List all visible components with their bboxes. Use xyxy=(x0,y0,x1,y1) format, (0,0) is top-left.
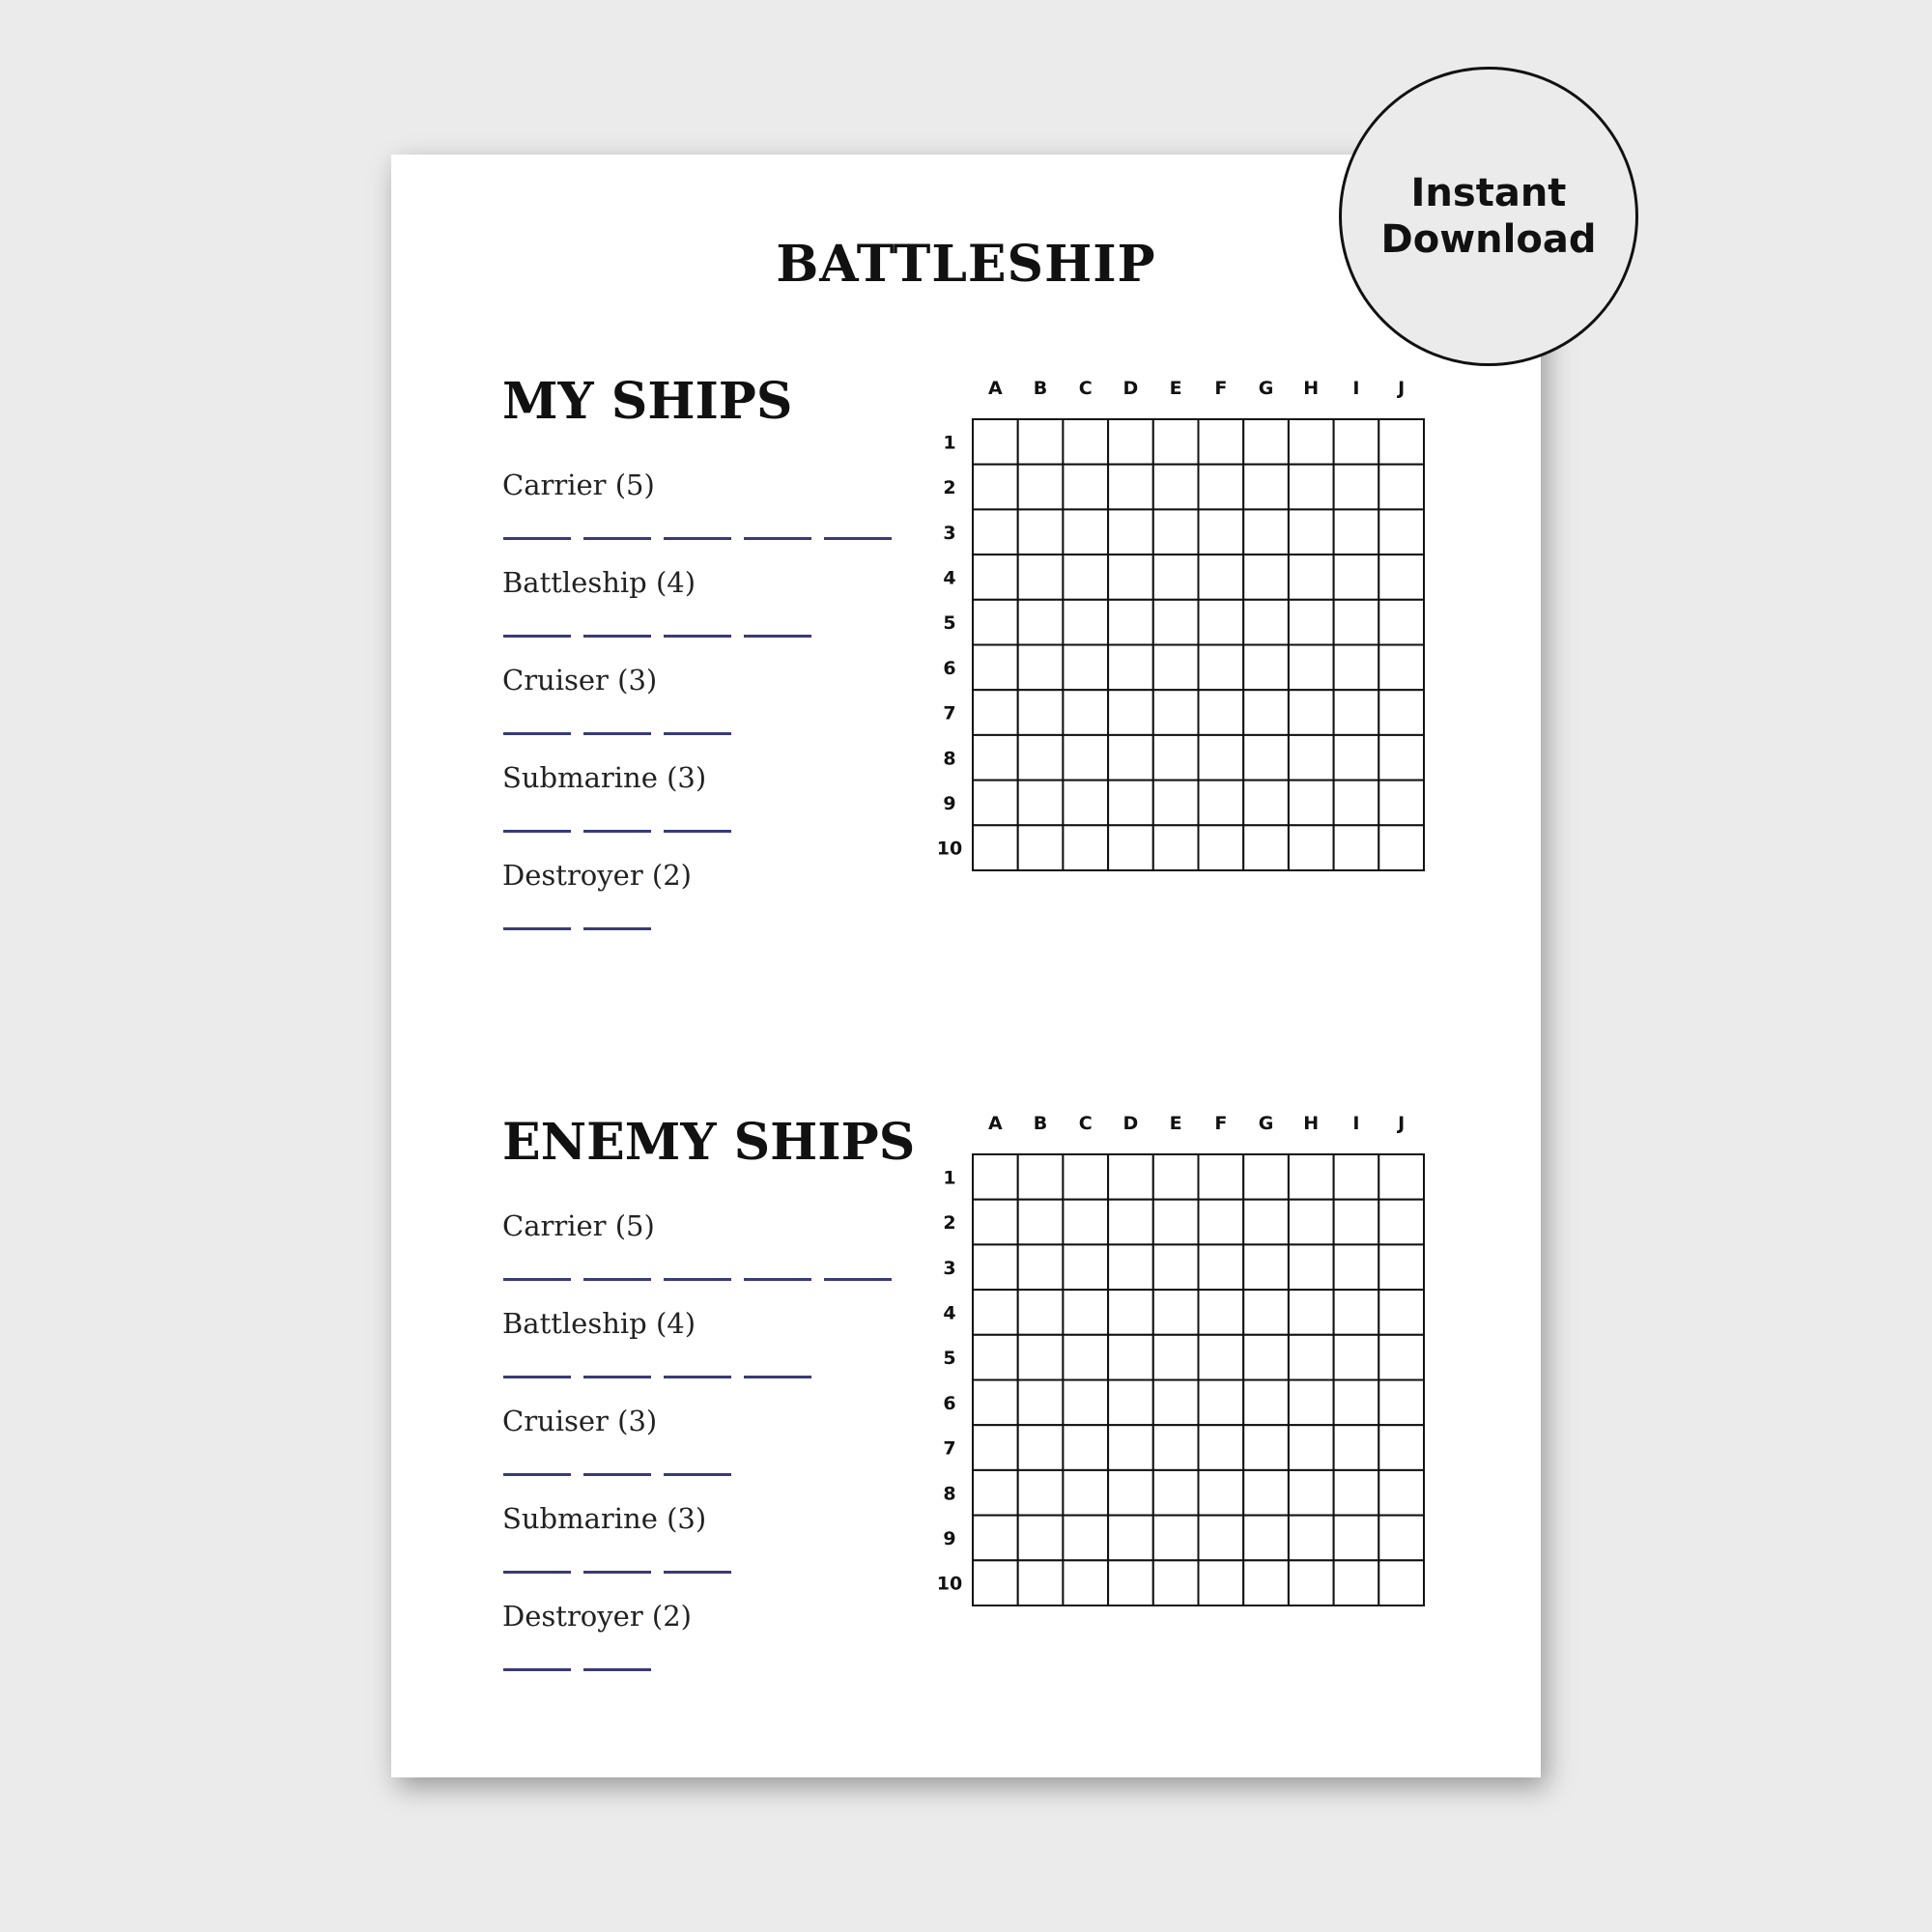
row-label: 8 xyxy=(943,748,956,770)
grid-cell[interactable] xyxy=(1153,1516,1199,1561)
grid-cell[interactable] xyxy=(1378,1560,1424,1605)
row-label: 8 xyxy=(943,1483,956,1505)
grid-cell[interactable] xyxy=(1243,1200,1289,1245)
grid-cell[interactable] xyxy=(1108,465,1153,510)
grid-cell[interactable] xyxy=(1018,419,1064,465)
ship-label: Battleship (4) xyxy=(502,566,696,599)
my-ships-heading: MY SHIPS xyxy=(502,372,793,431)
column-label: G xyxy=(1258,1113,1274,1134)
row-label: 9 xyxy=(943,792,956,814)
grid-cell[interactable] xyxy=(1334,1200,1379,1245)
grid-cell[interactable] xyxy=(1334,1290,1379,1335)
ship-label: Destroyer (2) xyxy=(502,859,692,892)
grid-cell[interactable] xyxy=(1153,825,1199,870)
grid-cell[interactable] xyxy=(1153,1560,1199,1605)
row-label: 6 xyxy=(943,657,956,679)
grid-cell[interactable] xyxy=(1108,1425,1153,1470)
grid-cell[interactable] xyxy=(973,1290,1018,1335)
grid-cell[interactable] xyxy=(1289,781,1334,826)
grid-cell[interactable] xyxy=(1243,825,1289,870)
grid-cell[interactable] xyxy=(1334,1516,1379,1561)
column-label: I xyxy=(1352,378,1360,399)
grid-cell[interactable] xyxy=(1063,1470,1108,1516)
grid-cell[interactable] xyxy=(1289,509,1334,554)
grid-cell[interactable] xyxy=(1289,1425,1334,1470)
ship-label: Carrier (5) xyxy=(502,469,655,501)
grid-cell[interactable] xyxy=(1243,509,1289,554)
column-label: D xyxy=(1122,1113,1139,1134)
grid-cell[interactable] xyxy=(973,1560,1018,1605)
grid-cell[interactable] xyxy=(1243,645,1289,691)
row-label: 2 xyxy=(943,477,956,499)
grid-cell[interactable] xyxy=(973,1380,1018,1426)
grid-cell[interactable] xyxy=(973,735,1018,781)
grid-cell[interactable] xyxy=(1108,1380,1153,1426)
grid-cell[interactable] xyxy=(1063,600,1108,645)
grid-cell[interactable] xyxy=(1063,1516,1108,1561)
grid-cell[interactable] xyxy=(1108,645,1153,691)
grid-cell[interactable] xyxy=(1289,1380,1334,1426)
grid-cell[interactable] xyxy=(1063,1380,1108,1426)
column-label: I xyxy=(1352,1113,1360,1134)
grid-cell[interactable] xyxy=(1153,419,1199,465)
grid-cell[interactable] xyxy=(1063,1290,1108,1335)
grid-cell[interactable] xyxy=(1018,645,1064,691)
grid-cell[interactable] xyxy=(1243,1154,1289,1200)
ship-label: Carrier (5) xyxy=(502,1209,655,1242)
grid-cell[interactable] xyxy=(1289,600,1334,645)
grid-cell[interactable] xyxy=(1289,690,1334,735)
grid-cell[interactable] xyxy=(1199,419,1244,465)
grid-cell[interactable] xyxy=(1063,509,1108,554)
grid-cell[interactable] xyxy=(1334,825,1379,870)
grid-cell[interactable] xyxy=(1018,825,1064,870)
row-label: 10 xyxy=(936,838,963,860)
grid-cell[interactable] xyxy=(1153,735,1199,781)
grid-cell[interactable] xyxy=(1018,1335,1064,1380)
grid-cell[interactable] xyxy=(1018,554,1064,600)
grid-cell[interactable] xyxy=(1108,690,1153,735)
grid-cell[interactable] xyxy=(973,554,1018,600)
grid-cell[interactable] xyxy=(1289,1335,1334,1380)
my-ships-grid xyxy=(937,378,1424,870)
grid-cell[interactable] xyxy=(1063,735,1108,781)
ship-label: Submarine (3) xyxy=(502,1502,707,1535)
grid-cell[interactable] xyxy=(1334,781,1379,826)
grid-cell[interactable] xyxy=(1378,1516,1424,1561)
grid-cell[interactable] xyxy=(1243,1425,1289,1470)
row-label: 9 xyxy=(943,1527,956,1549)
grid-cell[interactable] xyxy=(1243,465,1289,510)
grid-cell[interactable] xyxy=(1153,690,1199,735)
grid-cell[interactable] xyxy=(1199,645,1244,691)
grid-cell[interactable] xyxy=(973,600,1018,645)
column-label: F xyxy=(1214,1113,1228,1134)
ship-label: Cruiser (3) xyxy=(502,1405,658,1437)
grid-cell[interactable] xyxy=(1243,781,1289,826)
grid-cell[interactable] xyxy=(1153,554,1199,600)
grid-cell[interactable] xyxy=(973,1244,1018,1290)
grid-cell[interactable] xyxy=(1334,1425,1379,1470)
grid-cell[interactable] xyxy=(973,781,1018,826)
grid-cell[interactable] xyxy=(1199,1244,1244,1290)
grid-cell[interactable] xyxy=(1199,1425,1244,1470)
grid-cell[interactable] xyxy=(1378,1290,1424,1335)
grid-cell[interactable] xyxy=(1243,419,1289,465)
column-label: F xyxy=(1214,378,1228,399)
grid-cell[interactable] xyxy=(1378,465,1424,510)
row-label: 5 xyxy=(943,612,956,635)
grid-cell[interactable] xyxy=(1243,1516,1289,1561)
grid-cell[interactable] xyxy=(1108,1290,1153,1335)
column-label: J xyxy=(1398,1113,1406,1134)
grid-cell[interactable] xyxy=(1063,1425,1108,1470)
grid-cell[interactable] xyxy=(1334,509,1379,554)
grid-cell[interactable] xyxy=(1063,1244,1108,1290)
grid-cell[interactable] xyxy=(1063,1560,1108,1605)
grid-cell[interactable] xyxy=(1199,1200,1244,1245)
grid-cell[interactable] xyxy=(1378,600,1424,645)
row-label: 4 xyxy=(943,567,956,589)
grid-cell[interactable] xyxy=(1289,645,1334,691)
grid-cell[interactable] xyxy=(1063,690,1108,735)
grid-cell[interactable] xyxy=(1063,1154,1108,1200)
grid-cell[interactable] xyxy=(1378,509,1424,554)
grid-cell[interactable] xyxy=(1334,600,1379,645)
grid-cell[interactable] xyxy=(1153,781,1199,826)
grid-cell[interactable] xyxy=(1153,1380,1199,1426)
badge-line-1: Instant xyxy=(1410,171,1567,215)
grid-cell[interactable] xyxy=(1063,419,1108,465)
grid-cell[interactable] xyxy=(1378,1200,1424,1245)
grid-cell[interactable] xyxy=(1108,1154,1153,1200)
grid-cell[interactable] xyxy=(1063,465,1108,510)
grid-cell[interactable] xyxy=(1063,1200,1108,1245)
grid-cell[interactable] xyxy=(973,509,1018,554)
column-label: B xyxy=(1033,378,1048,399)
grid-cell[interactable] xyxy=(1108,1470,1153,1516)
grid-cell[interactable] xyxy=(973,690,1018,735)
grid-cell[interactable] xyxy=(1153,645,1199,691)
grid-cell[interactable] xyxy=(1018,1425,1064,1470)
grid-cell[interactable] xyxy=(1199,825,1244,870)
grid-cell[interactable] xyxy=(1243,1244,1289,1290)
grid-cell[interactable] xyxy=(1243,1335,1289,1380)
ship-label: Cruiser (3) xyxy=(502,664,658,696)
grid-cell[interactable] xyxy=(973,1335,1018,1380)
grid-cell[interactable] xyxy=(1018,735,1064,781)
grid-cell[interactable] xyxy=(1289,1154,1334,1200)
grid-cell[interactable] xyxy=(1378,419,1424,465)
grid-cell[interactable] xyxy=(1108,825,1153,870)
enemy-ships-grid xyxy=(937,1113,1424,1605)
grid-cell[interactable] xyxy=(1378,1154,1424,1200)
grid-cell[interactable] xyxy=(1108,509,1153,554)
row-label: 7 xyxy=(943,702,956,724)
grid-cell[interactable] xyxy=(1289,1244,1334,1290)
column-label: H xyxy=(1303,378,1320,399)
grid-cell[interactable] xyxy=(1153,600,1199,645)
grid-cell[interactable] xyxy=(1334,419,1379,465)
grid-cell[interactable] xyxy=(1018,690,1064,735)
grid-cell[interactable] xyxy=(1334,1244,1379,1290)
grid-cell[interactable] xyxy=(1153,1470,1199,1516)
grid-cell[interactable] xyxy=(973,465,1018,510)
grid-cell[interactable] xyxy=(1289,825,1334,870)
grid-cell[interactable] xyxy=(973,1470,1018,1516)
page-title: BATTLESHIP xyxy=(776,235,1156,294)
column-label: H xyxy=(1303,1113,1320,1134)
grid-cell[interactable] xyxy=(1289,465,1334,510)
grid-cell[interactable] xyxy=(1289,1290,1334,1335)
grid-cell[interactable] xyxy=(1378,554,1424,600)
row-label: 1 xyxy=(943,432,956,454)
grid-cell[interactable] xyxy=(1199,1380,1244,1426)
grid-cell[interactable] xyxy=(1153,1425,1199,1470)
grid-cell[interactable] xyxy=(1334,690,1379,735)
grid-cell[interactable] xyxy=(1199,735,1244,781)
grid-cell[interactable] xyxy=(1153,509,1199,554)
grid-cell[interactable] xyxy=(1199,600,1244,645)
grid-cell[interactable] xyxy=(1243,735,1289,781)
grid-cell[interactable] xyxy=(1378,1425,1424,1470)
grid-cell[interactable] xyxy=(1063,554,1108,600)
grid-cell[interactable] xyxy=(1334,465,1379,510)
grid-cell[interactable] xyxy=(1289,554,1334,600)
grid-cell[interactable] xyxy=(1378,781,1424,826)
grid-cell[interactable] xyxy=(1378,645,1424,691)
grid-cell[interactable] xyxy=(973,1425,1018,1470)
grid-cell[interactable] xyxy=(1199,1154,1244,1200)
grid-cell[interactable] xyxy=(1243,554,1289,600)
grid-cell[interactable] xyxy=(1334,1154,1379,1200)
grid-cell[interactable] xyxy=(1108,419,1153,465)
grid-cell[interactable] xyxy=(1063,825,1108,870)
row-label: 6 xyxy=(943,1392,956,1414)
grid-cell[interactable] xyxy=(1153,1200,1199,1245)
grid-cell[interactable] xyxy=(973,825,1018,870)
grid-cell[interactable] xyxy=(1199,690,1244,735)
grid-cell[interactable] xyxy=(1199,1516,1244,1561)
grid-cell[interactable] xyxy=(1108,781,1153,826)
ship-label: Battleship (4) xyxy=(502,1307,696,1340)
grid-cell[interactable] xyxy=(1108,1516,1153,1561)
row-label: 7 xyxy=(943,1437,956,1460)
grid-cell[interactable] xyxy=(1243,1470,1289,1516)
grid-cell[interactable] xyxy=(1199,509,1244,554)
grid-cell[interactable] xyxy=(1108,1244,1153,1290)
grid-cell[interactable] xyxy=(1018,465,1064,510)
column-label: C xyxy=(1078,378,1093,399)
row-label: 2 xyxy=(943,1212,956,1235)
grid-cell[interactable] xyxy=(1018,1560,1064,1605)
grid-cell[interactable] xyxy=(1199,1560,1244,1605)
grid-cell[interactable] xyxy=(1334,735,1379,781)
grid-cell[interactable] xyxy=(1153,1335,1199,1380)
grid-cell[interactable] xyxy=(1018,1290,1064,1335)
grid-cell[interactable] xyxy=(1378,1380,1424,1426)
grid-cell[interactable] xyxy=(1334,1335,1379,1380)
grid-cell[interactable] xyxy=(1334,1560,1379,1605)
grid-cell[interactable] xyxy=(973,419,1018,465)
grid-cell[interactable] xyxy=(1018,1470,1064,1516)
column-label: C xyxy=(1078,1113,1093,1134)
column-label: E xyxy=(1169,1113,1182,1134)
grid-cell[interactable] xyxy=(973,1516,1018,1561)
grid-cell[interactable] xyxy=(1289,1470,1334,1516)
grid-cell[interactable] xyxy=(1153,1290,1199,1335)
grid-cell[interactable] xyxy=(1108,1560,1153,1605)
grid-cell[interactable] xyxy=(1199,1470,1244,1516)
grid-cell[interactable] xyxy=(1243,600,1289,645)
grid-cell[interactable] xyxy=(1108,1335,1153,1380)
grid-cell[interactable] xyxy=(1018,1516,1064,1561)
grid-cell[interactable] xyxy=(1018,1200,1064,1245)
ship-label: Destroyer (2) xyxy=(502,1600,692,1633)
row-label: 3 xyxy=(943,1257,956,1279)
grid-cell[interactable] xyxy=(1243,1380,1289,1426)
row-label: 3 xyxy=(943,522,956,544)
grid-cell[interactable] xyxy=(1153,465,1199,510)
grid-cell[interactable] xyxy=(1018,781,1064,826)
badge-line-2: Download xyxy=(1380,217,1597,262)
grid-cell[interactable] xyxy=(1289,1200,1334,1245)
grid-cell[interactable] xyxy=(1378,825,1424,870)
grid-cell[interactable] xyxy=(1063,645,1108,691)
grid-cell[interactable] xyxy=(1199,781,1244,826)
grid-cell[interactable] xyxy=(1378,735,1424,781)
column-label: A xyxy=(987,378,1003,399)
grid-cell[interactable] xyxy=(1243,690,1289,735)
grid-cell[interactable] xyxy=(1063,781,1108,826)
row-label: 4 xyxy=(943,1302,956,1324)
grid-cell[interactable] xyxy=(1018,509,1064,554)
row-label: 1 xyxy=(943,1167,956,1189)
grid-cell[interactable] xyxy=(1378,1470,1424,1516)
grid-cell[interactable] xyxy=(1018,1154,1064,1200)
enemy-ships-heading: ENEMY SHIPS xyxy=(502,1113,916,1172)
column-label: G xyxy=(1258,378,1274,399)
grid-cell[interactable] xyxy=(1018,600,1064,645)
grid-cell[interactable] xyxy=(1108,600,1153,645)
column-label: J xyxy=(1398,378,1406,399)
column-label: D xyxy=(1122,378,1139,399)
grid-cell[interactable] xyxy=(973,1200,1018,1245)
ship-label: Submarine (3) xyxy=(502,761,707,794)
grid-cell[interactable] xyxy=(1199,1335,1244,1380)
grid-cell[interactable] xyxy=(1153,1244,1199,1290)
grid-cell[interactable] xyxy=(1199,1290,1244,1335)
row-label: 5 xyxy=(943,1348,956,1370)
grid-cell[interactable] xyxy=(1289,1560,1334,1605)
grid-cell[interactable] xyxy=(1378,1335,1424,1380)
grid-cell[interactable] xyxy=(1334,554,1379,600)
grid-cell[interactable] xyxy=(1243,1560,1289,1605)
grid-cell[interactable] xyxy=(1289,419,1334,465)
grid-cell[interactable] xyxy=(1334,645,1379,691)
grid-cell[interactable] xyxy=(1378,690,1424,735)
grid-cell[interactable] xyxy=(1108,1200,1153,1245)
instant-download-badge xyxy=(1339,67,1638,366)
column-label: A xyxy=(987,1113,1003,1134)
grid-cell[interactable] xyxy=(1243,1290,1289,1335)
column-label: E xyxy=(1169,378,1182,399)
grid-cell[interactable] xyxy=(1334,1380,1379,1426)
grid-cell[interactable] xyxy=(1334,1470,1379,1516)
column-label: B xyxy=(1033,1113,1048,1134)
grid-cell[interactable] xyxy=(1199,465,1244,510)
grid-cell[interactable] xyxy=(1153,1154,1199,1200)
grid-cell[interactable] xyxy=(1199,554,1244,600)
grid-cell[interactable] xyxy=(1018,1244,1064,1290)
grid-cell[interactable] xyxy=(1289,735,1334,781)
grid-cell[interactable] xyxy=(1108,554,1153,600)
grid-cell[interactable] xyxy=(1378,1244,1424,1290)
grid-cell[interactable] xyxy=(1063,1335,1108,1380)
grid-cell[interactable] xyxy=(1108,735,1153,781)
grid-cell[interactable] xyxy=(973,645,1018,691)
grid-cell[interactable] xyxy=(973,1154,1018,1200)
row-label: 10 xyxy=(936,1573,963,1595)
grid-cell[interactable] xyxy=(1018,1380,1064,1426)
grid-cell[interactable] xyxy=(1289,1516,1334,1561)
